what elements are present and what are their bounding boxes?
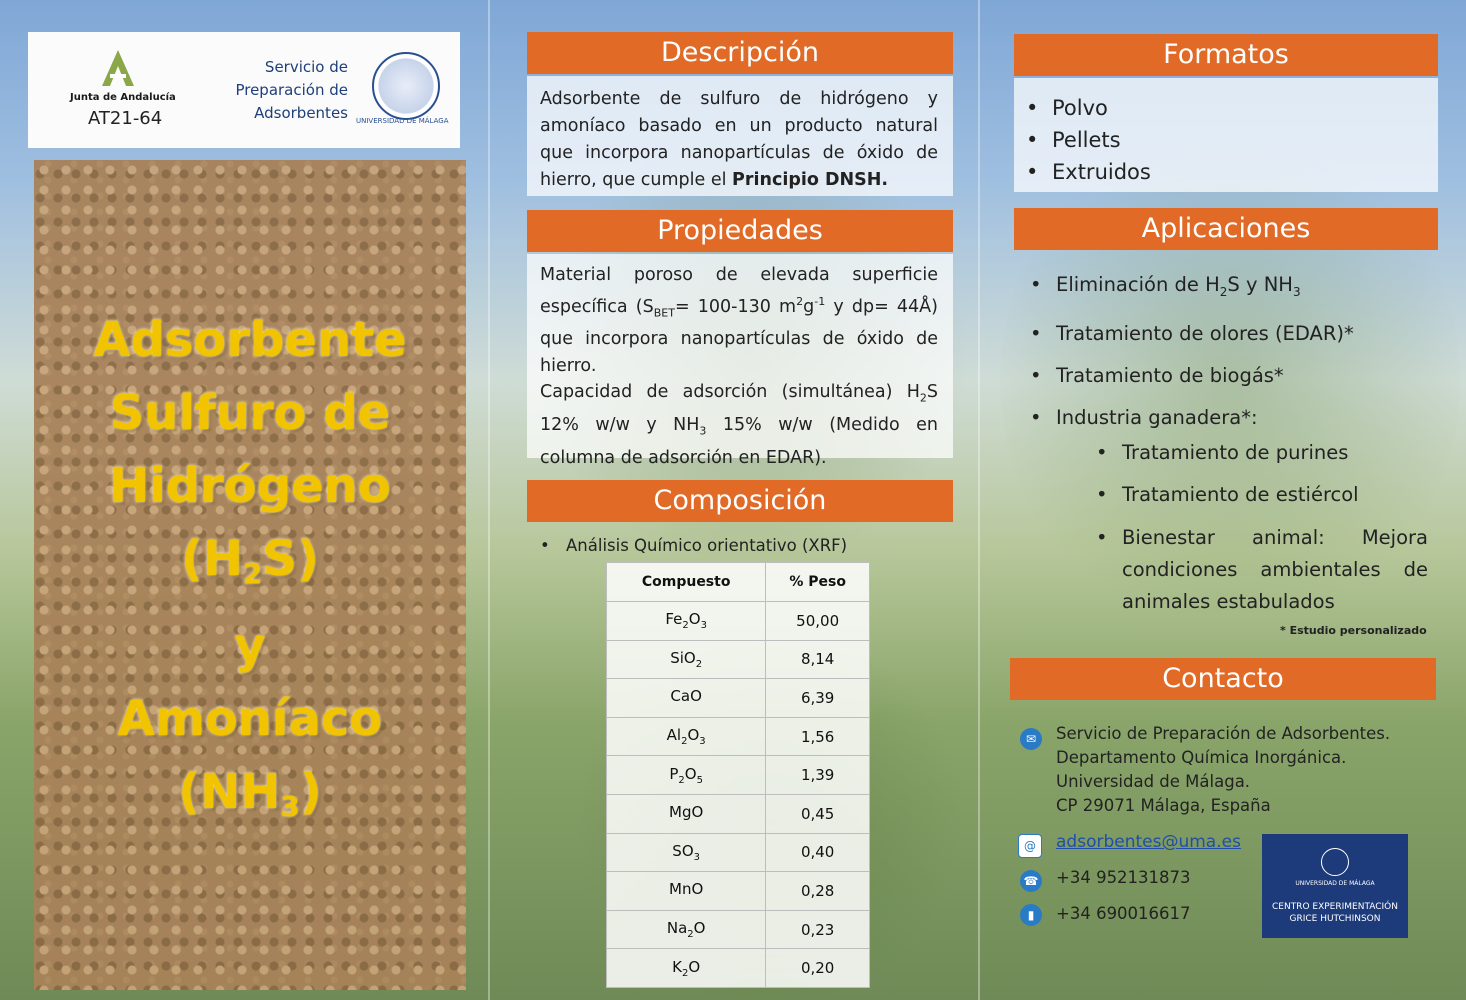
- formatos-list: [1052, 92, 1151, 188]
- list-item: • Eliminación de $H_2S$ y $NH_3$: [1056, 264, 1354, 313]
- sublist-item: • Tratamiento de purines: [1122, 432, 1428, 474]
- weight-cell: 0,45: [766, 794, 870, 833]
- ganadera-sublist: [1122, 432, 1428, 618]
- table-row: [607, 717, 870, 756]
- phone-number[interactable]: +34 952131873: [1056, 868, 1191, 887]
- compound-cell: MgO: [607, 794, 766, 833]
- composition-table: [606, 562, 870, 988]
- address-line: Servicio de Preparación de Adsorbentes.: [1056, 724, 1391, 743]
- compound-cell: CaO: [607, 679, 766, 718]
- phone-icon: ☎: [1020, 870, 1042, 892]
- table-row: [607, 756, 870, 795]
- list-item: • Polvo: [1052, 92, 1151, 124]
- table-row: [607, 910, 870, 949]
- list-item: • Tratamiento de biogás*: [1056, 355, 1354, 397]
- descripcion-text: Adsorbente de sulfuro de hidrógeno y amoníaco basado en un producto natural que incorpora nanopartículas de óxido de hierro, que cumple el Principio DNSH.: [540, 89, 938, 190]
- centro-name: [1262, 901, 1408, 925]
- title-h2s: $(H_2S)$: [180, 531, 320, 590]
- list-item: • Pellets: [1052, 124, 1151, 156]
- compound-cell: $Al_2O_3$: [607, 717, 766, 756]
- address-line: CP 29071 Málaga, España: [1056, 796, 1271, 815]
- propiedades-paragraph-1: Material poroso de elevada superficie específica ($S_{BET}= 100-130$ $m^2g^{-1}$ y dp= 44Å) que incorpora nanopartículas de óxido de hierro.: [540, 265, 938, 376]
- weight-cell: 0,28: [766, 872, 870, 911]
- composicion-bullet: • Análisis Químico orientativo (XRF): [540, 536, 848, 555]
- title-line: y: [234, 618, 266, 674]
- table-row: [607, 602, 870, 641]
- title-line: Hidrógeno: [109, 458, 391, 514]
- fold-line: [978, 0, 980, 1000]
- junta-label: Junta de Andalucía: [70, 92, 176, 103]
- sublist-item: • Tratamiento de estiércol: [1122, 474, 1428, 516]
- centro-university-label: UNIVERSIDAD DE MÁLAGA: [1295, 880, 1375, 887]
- table-row: [607, 949, 870, 988]
- aplicaciones-heading: Aplicaciones: [1014, 208, 1438, 250]
- weight-cell: 50,00: [766, 602, 870, 641]
- centro-experimentacion-logo: [1262, 834, 1408, 938]
- list-item: • Tratamiento de olores (EDAR)*: [1056, 313, 1354, 355]
- aplicaciones-list: [1056, 264, 1354, 439]
- email-icon: @: [1018, 834, 1042, 858]
- centro-line: GRICE HUTCHINSON: [1289, 914, 1381, 924]
- email-link[interactable]: adsorbentes@uma.es: [1056, 832, 1241, 852]
- compound-cell: $Na_2O$: [607, 910, 766, 949]
- product-title: [34, 304, 466, 843]
- descripcion-heading: Descripción: [527, 32, 953, 74]
- list-item: • Industria ganadera*:: [1056, 397, 1354, 439]
- propiedades-text: [540, 262, 938, 472]
- title-line: Sulfuro de: [109, 385, 391, 441]
- service-line: Servicio de: [264, 58, 348, 76]
- compound-cell: $K_2O$: [607, 949, 766, 988]
- formatos-heading: Formatos: [1014, 34, 1438, 76]
- university-seal-icon: [372, 52, 440, 120]
- weight-cell: 0,23: [766, 910, 870, 949]
- weight-cell: 0,40: [766, 833, 870, 872]
- contacto-heading: Contacto: [1010, 658, 1436, 700]
- weight-cell: 8,14: [766, 640, 870, 679]
- service-line: Preparación de: [235, 81, 348, 99]
- compound-cell: $SO_3$: [607, 833, 766, 872]
- composicion-heading: Composición: [527, 480, 953, 522]
- address-line: Universidad de Málaga.: [1056, 772, 1251, 791]
- table-row: [607, 640, 870, 679]
- column-header: % Peso: [766, 563, 870, 602]
- weight-cell: 1,39: [766, 756, 870, 795]
- sublist-item: • Bienestar animal: Mejora condiciones ambientales de animales estabulados: [1122, 522, 1428, 618]
- mail-icon: ✉: [1020, 728, 1042, 750]
- compound-cell: SiO$_2$: [607, 640, 766, 679]
- centro-line: CENTRO EXPERIMENTACIÓN: [1271, 902, 1398, 912]
- table-row: [607, 833, 870, 872]
- list-item: • Extruidos: [1052, 156, 1151, 188]
- university-label: UNIVERSIDAD DE MÁLAGA: [356, 117, 449, 125]
- table-row: [607, 679, 870, 718]
- table-row: [607, 794, 870, 833]
- compound-cell: $P_2O_5$: [607, 756, 766, 795]
- title-line: Adsorbente: [93, 312, 407, 368]
- fold-line: [488, 0, 490, 1000]
- propiedades-heading: Propiedades: [527, 210, 953, 252]
- product-code: AT21-64: [88, 108, 163, 129]
- mobile-phone-icon: ▮: [1020, 904, 1042, 926]
- table-body: [607, 602, 870, 988]
- service-line: Adsorbentes: [254, 104, 348, 122]
- university-seal-icon: [1321, 848, 1349, 876]
- weight-cell: 0,20: [766, 949, 870, 988]
- service-name: [208, 56, 348, 125]
- table-header-row: [607, 563, 870, 602]
- weight-cell: 6,39: [766, 679, 870, 718]
- column-header: Compuesto: [607, 563, 766, 602]
- propiedades-paragraph-2: Capacidad de adsorción (simultánea) $H_2S$ 12% w/w y $NH_3$ 15% w/w (Medido en columna de adsorción en EDAR).: [540, 382, 938, 469]
- compound-cell: $Fe_2O_3$: [607, 602, 766, 641]
- junta-andalucia-logo: [98, 48, 138, 88]
- table-row: [607, 872, 870, 911]
- compound-cell: MnO: [607, 872, 766, 911]
- title-line: Amoníaco: [117, 691, 383, 747]
- weight-cell: 1,56: [766, 717, 870, 756]
- footnote: * Estudio personalizado: [1280, 624, 1427, 637]
- address: [1056, 722, 1428, 818]
- address-line: Departamento Química Inorgánica.: [1056, 748, 1347, 767]
- mobile-number[interactable]: +34 690016617: [1056, 904, 1191, 923]
- title-nh3: $(NH_3)$: [178, 764, 322, 823]
